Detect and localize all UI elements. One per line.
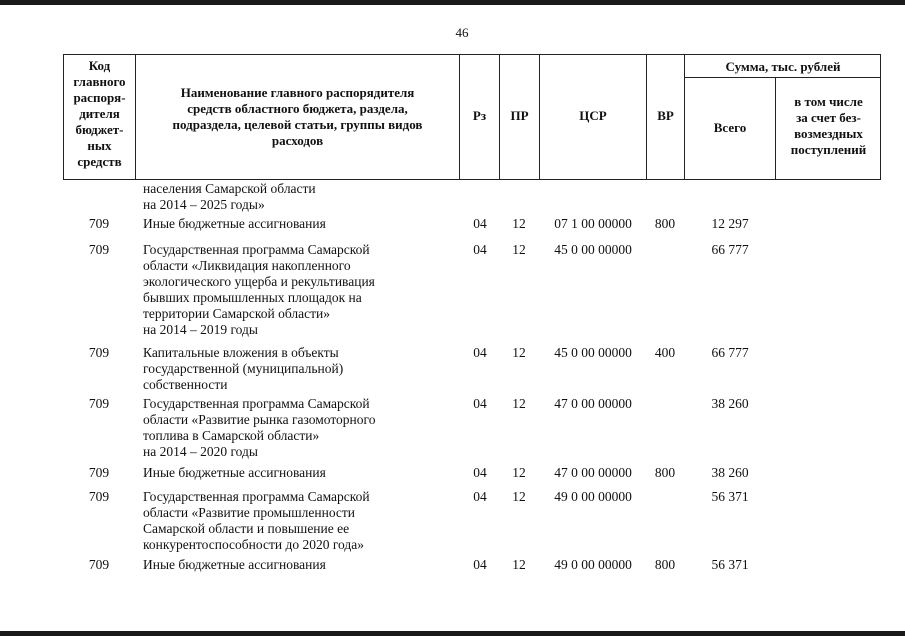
row-name: Иные бюджетные ассигнования <box>143 557 326 572</box>
row-rz: 04 <box>473 396 487 411</box>
header-pr: ПР <box>510 108 529 123</box>
row-pr: 12 <box>512 242 526 257</box>
row-vr: 400 <box>654 345 676 360</box>
header-csr: ЦСР <box>579 108 607 123</box>
row-pr: 12 <box>512 216 526 231</box>
row-pr: 12 <box>512 465 526 480</box>
row-pr: 12 <box>512 396 526 411</box>
header-vr: ВР <box>657 108 674 123</box>
row-rz: 04 <box>473 216 487 231</box>
row-pr: 12 <box>512 557 526 572</box>
bottom-border-rule <box>0 631 905 636</box>
row-code: 709 <box>88 345 110 360</box>
header-sum: Сумма, тыс. рублей <box>725 59 841 74</box>
row-total: 38 260 <box>711 465 749 480</box>
row-total: 66 777 <box>711 345 749 360</box>
row-vr: 800 <box>654 557 676 572</box>
row-rz: 04 <box>473 489 487 504</box>
row-vr: 800 <box>654 216 676 231</box>
row-rz: 04 <box>473 465 487 480</box>
row-csr: 49 0 00 00000 <box>554 557 632 572</box>
row-vr: 800 <box>654 465 676 480</box>
row-total: 56 371 <box>711 557 749 572</box>
row-name: Государственная программа Самарской области «Ликвидация накопленного экологического ущерба и рекультивация бывших промышленных площадок на территории Самарской области» на 2014 – 2019 годы <box>143 242 375 337</box>
row-rz: 04 <box>473 345 487 360</box>
row-csr: 49 0 00 00000 <box>554 489 632 504</box>
row-code: 709 <box>88 242 110 257</box>
row-rz: 04 <box>473 242 487 257</box>
row-total: 56 371 <box>711 489 749 504</box>
row-pr: 12 <box>512 345 526 360</box>
top-border-rule <box>0 0 905 5</box>
header-free: в том числе за счет без- возмездных поступлений <box>790 94 867 157</box>
row-code: 709 <box>88 396 110 411</box>
row-total: 12 297 <box>711 216 749 231</box>
header-code: Код главного распоря- дителя бюджет- ных средств <box>73 58 126 169</box>
row-name: Государственная программа Самарской области «Развитие рынка газомоторного топлива в Самарской области» на 2014 – 2020 годы <box>143 396 376 459</box>
row-csr: 07 1 00 00000 <box>554 216 632 231</box>
row-name: Иные бюджетные ассигнования <box>143 465 326 480</box>
row-csr: 45 0 00 00000 <box>554 345 632 360</box>
header-name: Наименование главного распорядителя средств областного бюджета, раздела, подраздела, целевой статьи, группы видов расходов <box>172 85 423 148</box>
row-name: Иные бюджетные ассигнования <box>143 216 326 231</box>
row-code: 709 <box>88 216 110 231</box>
row-csr: 47 0 00 00000 <box>554 396 632 411</box>
row-code: 709 <box>88 557 110 572</box>
header-divider <box>684 77 881 78</box>
row-name: Капитальные вложения в объекты государственной (муниципальной) собственности <box>143 345 344 392</box>
row-code: 709 <box>88 489 110 504</box>
row-code: 709 <box>88 465 110 480</box>
row-csr: 45 0 00 00000 <box>554 242 632 257</box>
row-total: 66 777 <box>711 242 749 257</box>
row-name: населения Самарской области на 2014 – 2025 годы» <box>143 181 316 212</box>
header-total: Всего <box>713 120 747 135</box>
row-rz: 04 <box>473 557 487 572</box>
page-number: 46 <box>455 25 469 40</box>
row-total: 38 260 <box>711 396 749 411</box>
row-pr: 12 <box>512 489 526 504</box>
header-rz: Рз <box>472 108 487 123</box>
row-name: Государственная программа Самарской области «Развитие промышленности Самарской области и повышение ее конкурентоспособности до 2020 года» <box>143 489 370 552</box>
row-csr: 47 0 00 00000 <box>554 465 632 480</box>
